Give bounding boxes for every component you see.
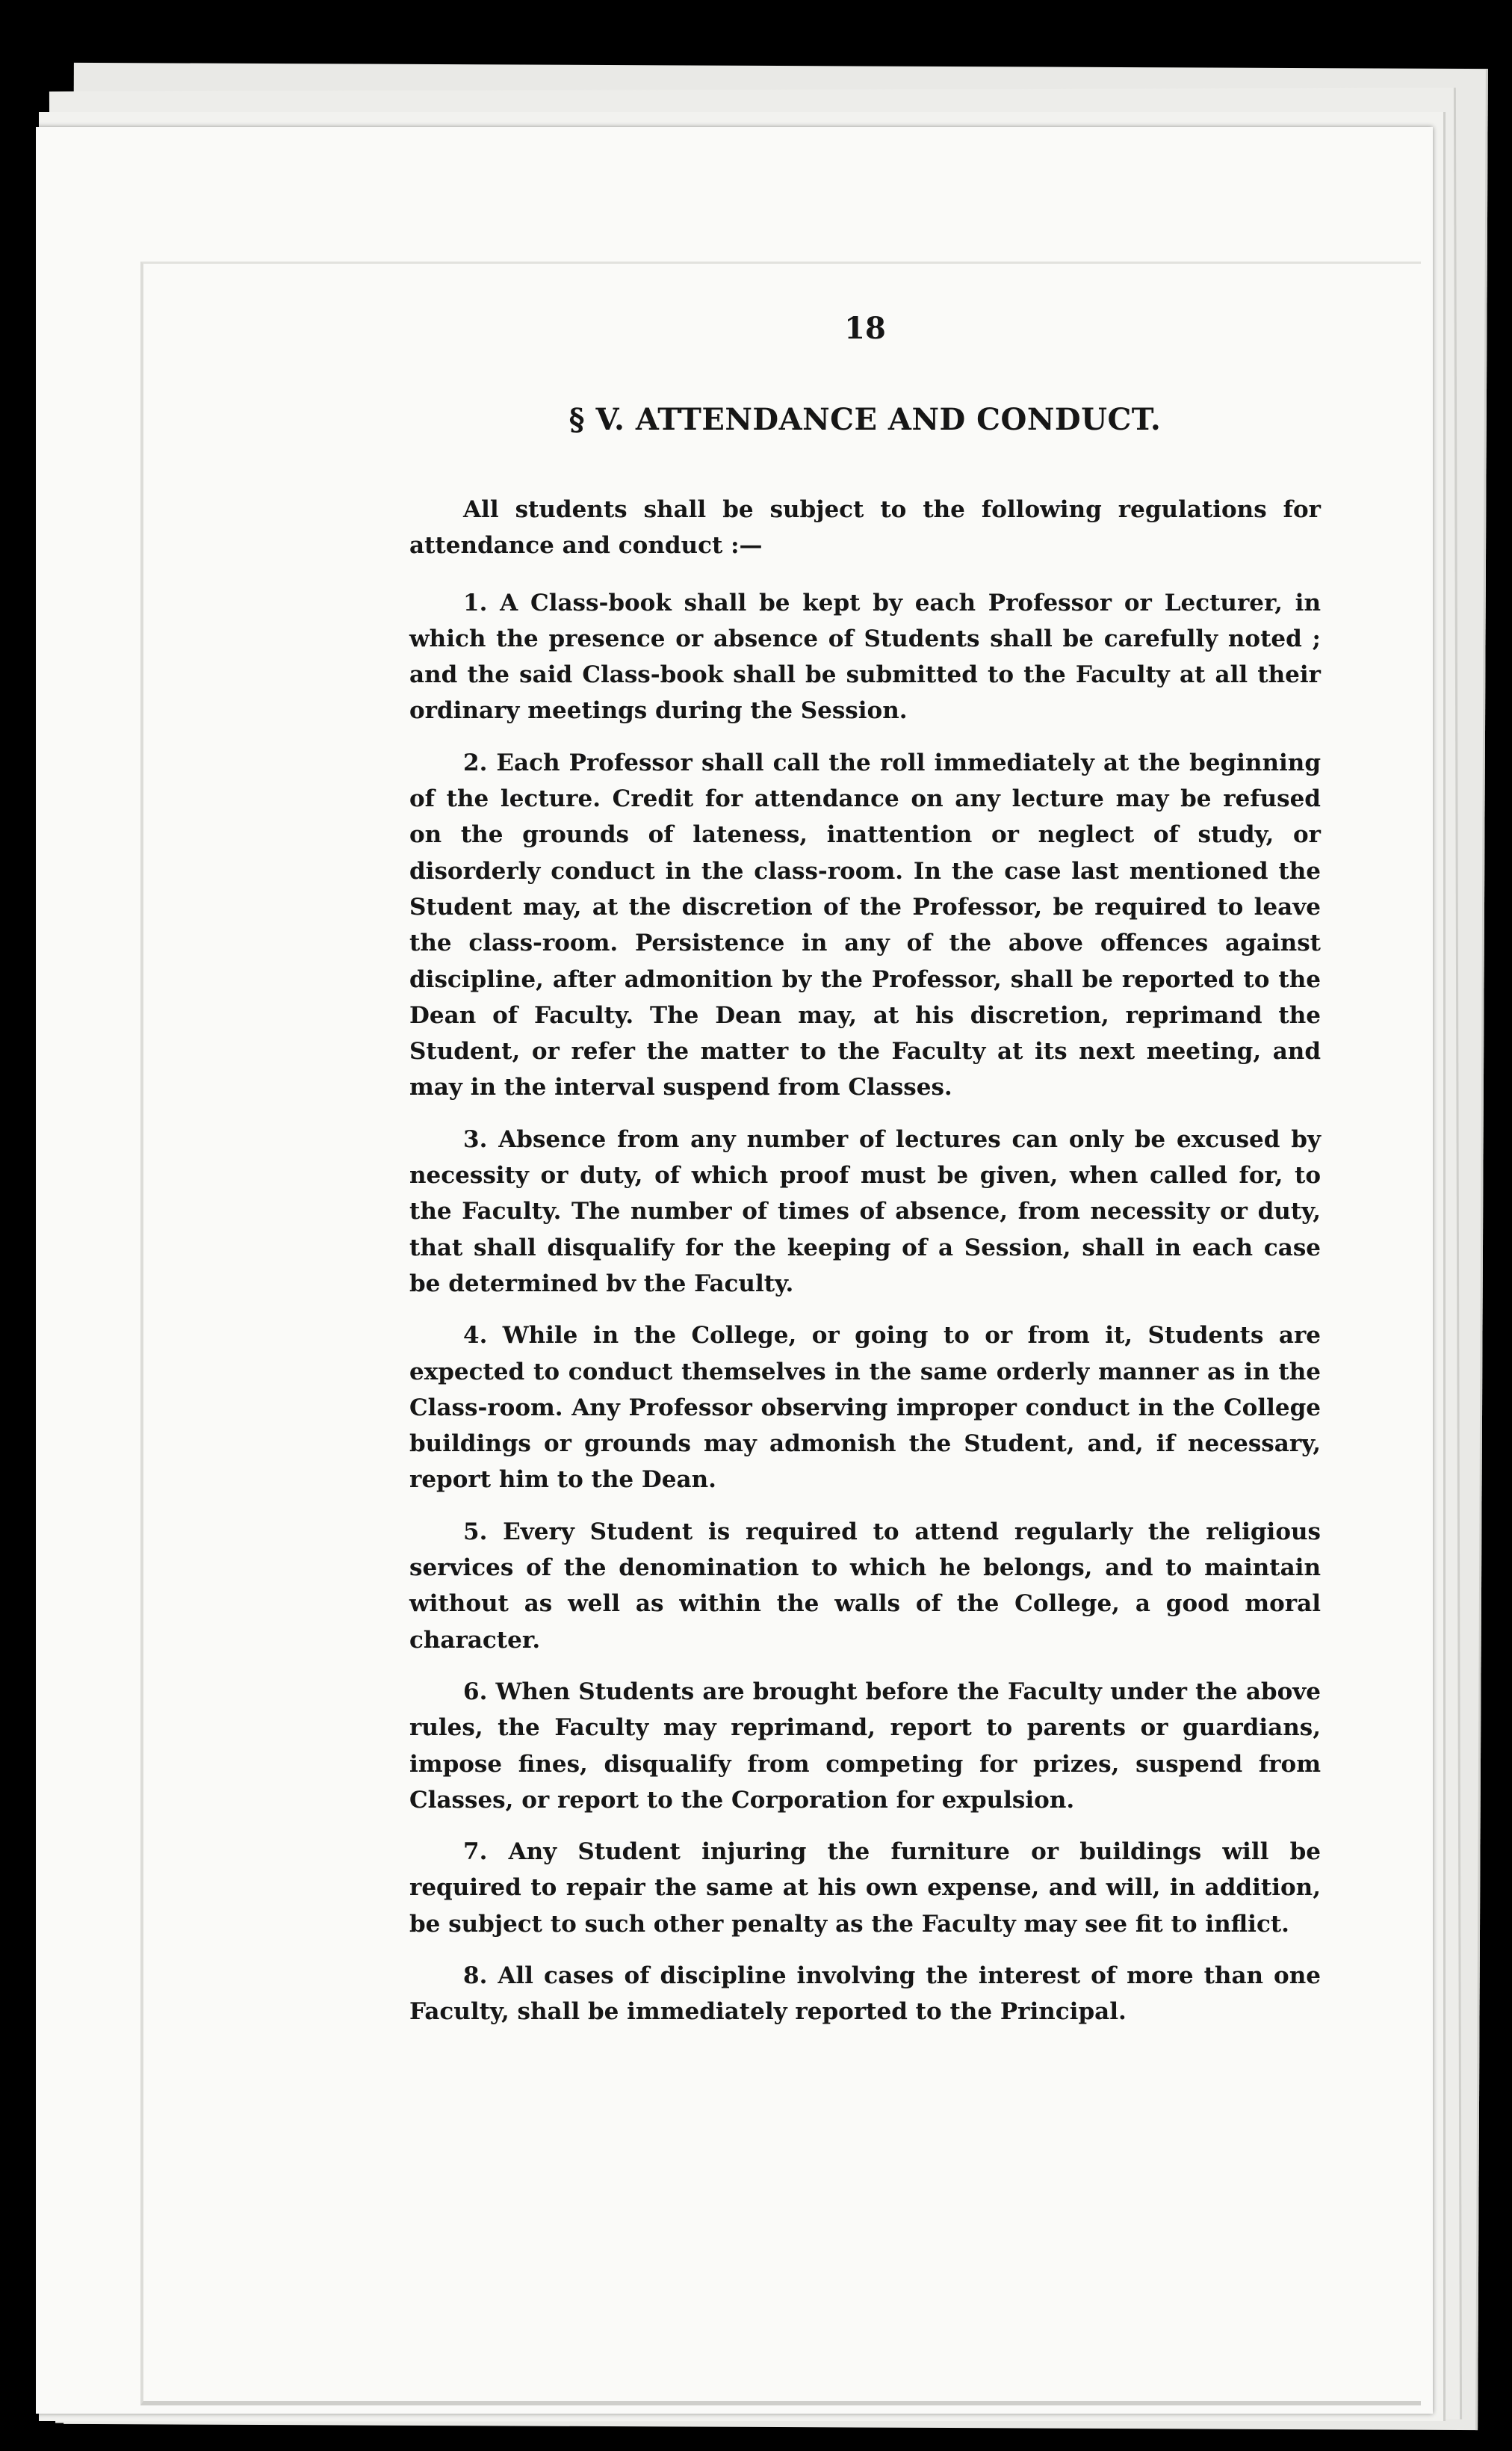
rule-1: 1. A Class-book shall be kept by each Professor or Lecturer, in which the presence or absence of Students shall be carefully noted ; and the said Class-book shall be submitted to the Faculty at all their ordinary meetings during the Session. (409, 589, 1321, 725)
section-heading: § V. ATTENDANCE AND CONDUCT. (568, 402, 1162, 437)
rule-7: 7. Any Student injuring the furniture or buildings will be required to repair the same at his own expense, and will, in addition, be subject to such other penalty as the Faculty may see fit to inflict. (409, 1838, 1321, 1938)
rule-2: 2. Each Professor shall call the roll immediately at the beginning of the lecture. Credit for attendance on any lecture may be refused on the grounds of lateness, inattention or neglect of study, or disorderly conduct in the class-room. In the case last mentioned the Student may, at the discretion of the Professor, be required to leave the class-room. Persistence in any of the above offences against discipline, after admonition by the Professor, shall be reported to the Dean of Faculty. The Dean may, at his discretion, reprimand the Student, or refer the matter to the Faculty at its next meeting, and may in the interval suspend from Classes. (409, 749, 1321, 1101)
rule-6: 6. When Students are brought before the Faculty under the above rules, the Faculty may reprimand, report to parents or guardians, impose fines, disqualify from competing for prizes, suspend from Classes, or report to the Corporation for expulsion. (409, 1678, 1321, 1814)
rule-3: 3. Absence from any number of lectures can only be excused by necessity or duty, of which proof must be given, when called for, to the Faculty. The number of times of absence, from necessity or duty, that shall disqualify for the keeping of a Session, shall in each case be determined bv the Faculty. (409, 1125, 1321, 1297)
rule-8: 8. All cases of discipline involving the interest of more than one Faculty, shall be immediately reported to the Principal. (409, 1962, 1321, 2026)
page-number: 18 (844, 311, 886, 346)
body-text (409, 492, 1321, 2046)
intro-paragraph: All students shall be subject to the following regulations for attendance and conduct :— (409, 496, 1321, 560)
rule-5: 5. Every Student is required to attend regularly the religious services of the denomination to which he belongs, and to maintain without as well as within the walls of the College, a good moral character. (409, 1518, 1321, 1654)
rule-4: 4. While in the College, or going to or from it, Students are expected to conduct themselves in the same orderly manner as in the Class-room. Any Professor observing improper conduct in the College buildings or grounds may admonish the Student, and, if necessary, report him to the Dean. (409, 1322, 1321, 1494)
